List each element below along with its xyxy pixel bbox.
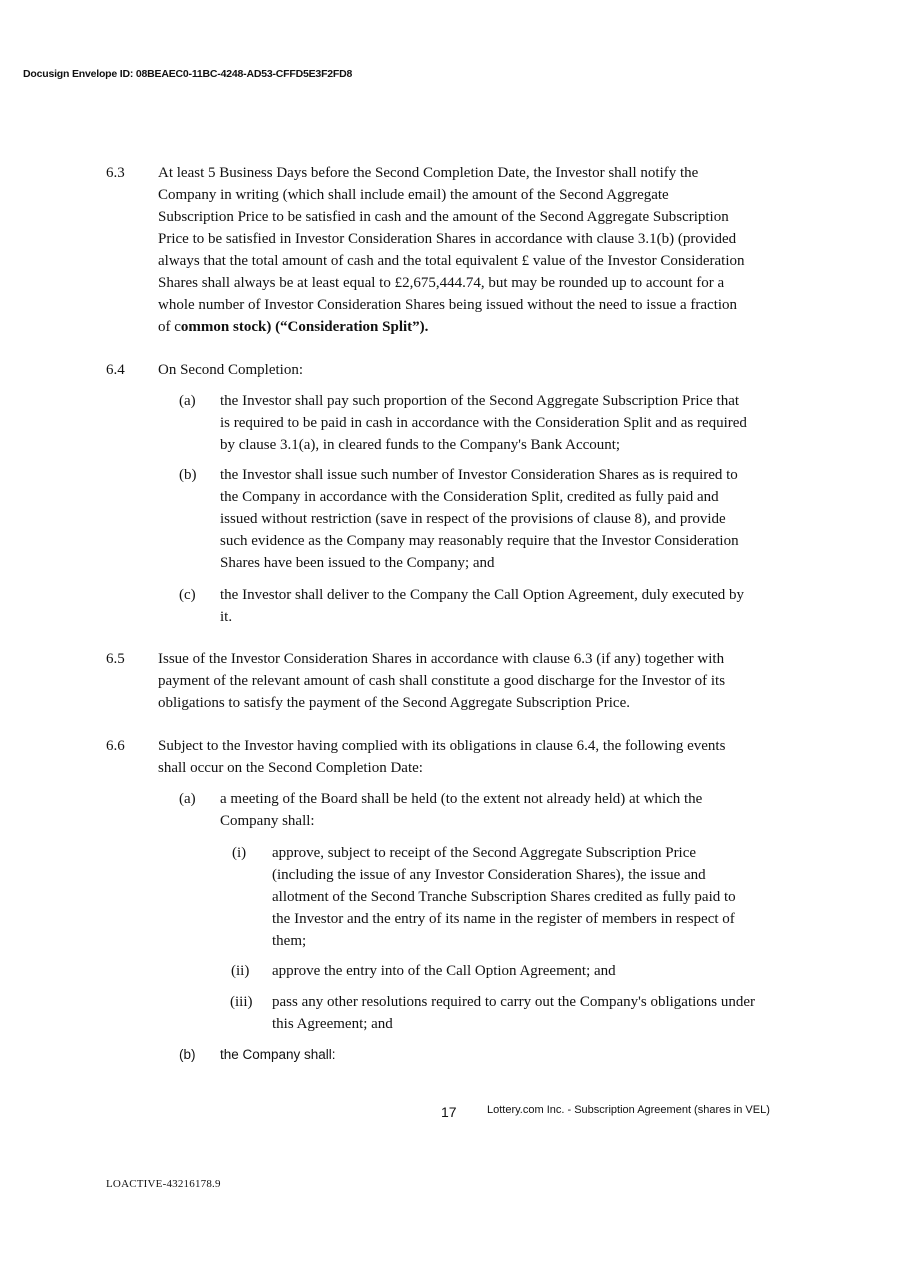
sub-sub-text [272,842,832,952]
sub-text [220,390,820,456]
text-line: by clause 3.1(a), in cleared funds to the Company's Bank Account; [220,437,621,453]
sub-sub-label: (i) [232,845,247,861]
text-line: always that the total amount of cash and the total equivalent £ value of the Investor Consideration [158,253,745,269]
clause-intro: On Second Completion: [158,362,303,378]
text-line: is required to be paid in cash in accordance with the Consideration Split and as required [220,415,747,431]
clause-text [158,648,818,714]
text-line: pass any other resolutions required to carry out the Company's obligations under [272,994,756,1010]
text-line: this Agreement; and [272,1016,393,1032]
clause-number: 6.3 [106,165,125,181]
text-line: it. [220,609,233,625]
sub-label: (a) [179,791,196,807]
text-line: such evidence as the Company may reasonably require that the Investor Consideration [220,533,739,549]
text-line: payment of the relevant amount of cash shall constitute a good discharge for the Investor of its [158,673,726,689]
clause-number: 6.6 [106,738,125,754]
sub-text [220,464,820,574]
docusign-envelope-id: Docusign Envelope ID: 08BEAEC0-11BC-4248-AD53-CFFD5E3F2FD8 [23,68,353,80]
text-line: Issue of the Investor Consideration Shares in accordance with clause 6.3 (if any) together with [158,651,725,667]
text-line: Company shall: [220,813,315,829]
text-line: allotment of the Second Tranche Subscription Shares credited as fully paid to [272,889,736,905]
clause-number: 6.5 [106,651,125,667]
page-number: 17 [441,1104,457,1120]
sub-sub-label: (ii) [231,963,250,979]
clause-number: 6.4 [106,362,125,378]
clause-text [158,162,818,338]
text-line: the Investor shall deliver to the Company the Call Option Agreement, duly executed by [220,587,745,603]
sub-label: (a) [179,393,196,409]
text-line: Company in writing (which shall include email) the amount of the Second Aggregate [158,187,669,203]
document-reference: LOACTIVE-43216178.9 [106,1178,221,1190]
sub-text: the Company shall: [220,1047,336,1062]
document-title: Lottery.com Inc. - Subscription Agreement (shares in VEL) [487,1104,770,1116]
sub-label: (b) [179,467,197,483]
text-line: At least 5 Business Days before the Second Completion Date, the Investor shall notify the [158,165,699,181]
text-line: whole number of Investor Consideration Shares being issued without the need to issue a fraction [158,297,738,313]
text-line [158,316,818,338]
consideration-split-definition: ommon stock) (“Consideration Split”). [180,319,429,335]
text-line: Subscription Price to be satisfied in cash and the amount of the Second Aggregate Subscription [158,209,729,225]
text-line: issued without restriction (save in respect of the provisions of clause 8), and provide [220,511,726,527]
sub-sub-text [272,960,832,982]
text-line: shall occur on the Second Completion Date: [158,760,423,776]
text-line: a meeting of the Board shall be held (to the extent not already held) at which the [220,791,703,807]
sub-sub-text [272,991,832,1035]
text-line: the Investor shall issue such number of Investor Consideration Shares as is required to [220,467,738,483]
text-prefix: of c [158,319,181,335]
sub-label: (c) [179,587,196,603]
clause-text [158,735,818,779]
text-line: approve, subject to receipt of the Second Aggregate Subscription Price [272,845,697,861]
text-line: Shares have been issued to the Company; and [220,555,495,571]
text-line: the Investor and the entry of its name in the register of members in respect of [272,911,735,927]
text-line: obligations to satisfy the payment of the Second Aggregate Subscription Price. [158,695,630,711]
sub-text [220,584,820,628]
text-line: the Investor shall pay such proportion of the Second Aggregate Subscription Price that [220,393,740,409]
text-line: Shares shall always be at least equal to £2,675,444.74, but may be rounded up to account for a [158,275,725,291]
text-line: Subject to the Investor having complied with its obligations in clause 6.4, the following events [158,738,726,754]
sub-text [220,788,820,832]
sub-sub-label: (iii) [230,994,253,1010]
text-line: the Company in accordance with the Consideration Split, credited as fully paid and [220,489,719,505]
text-line: Price to be satisfied in Investor Consideration Shares in accordance with clause 3.1(b) (provided [158,231,737,247]
text-line: them; [272,933,307,949]
sub-label: (b) [179,1047,196,1062]
text-line: approve the entry into of the Call Option Agreement; and [272,963,616,979]
text-line: (including the issue of any Investor Consideration Shares), the issue and [272,867,706,883]
